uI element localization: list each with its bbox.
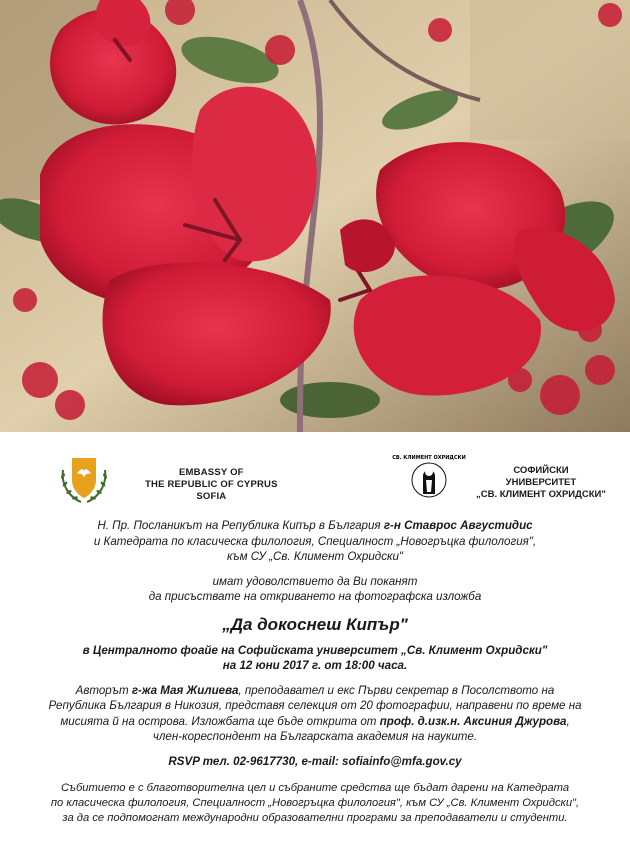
author-line-1-pre: Авторът (75, 683, 132, 697)
logos-row (0, 450, 630, 510)
university-line-1: СОФИЙСКИ (513, 465, 569, 476)
author-line-2: Република България в Никозия, представя селекция от 20 фотографии, направени по време на (48, 699, 582, 712)
invite-line-1: имат удоволствието да Ви поканят (212, 574, 418, 588)
author-line-1 (0, 683, 630, 699)
embassy-name (145, 467, 278, 503)
author-line-3-pre: мисията й на острова. Изложбата ще бъде открита от (60, 714, 380, 728)
ambassador-name: г-н Ставрос Августидис (383, 519, 533, 532)
hosts-line-1-text: Н. Пр. Посланикът на Република Кипър в България (97, 519, 384, 532)
bougainvillea-image (0, 0, 630, 432)
opener-name: проф. д.изк.н. Аксиния Джурова (379, 714, 567, 728)
charity-line-2: по класическа филология, Специалност „Новогръцка филология", към СУ „Св. Климент Охридски", (50, 797, 580, 809)
seal-text: СВ. КЛИМЕНТ ОХРИДСКИ (392, 455, 466, 461)
venue-line-2: на 12 юни 2017 г. от 18:00 часа. (222, 659, 408, 672)
rsvp-contact: RSVP тел. 02-9617730, e-mail: sofiainfo@mfa.gov.cy (168, 754, 462, 768)
university-line-3: „СВ. КЛИМЕНТ ОХРИДСКИ" (476, 489, 606, 500)
embassy-line-2: THE REPUBLIC OF CYPRUS (145, 479, 278, 490)
university-name (476, 465, 606, 501)
embassy-line-1: EMBASSY OF (179, 467, 244, 478)
header-photo (0, 0, 630, 432)
author-line-3 (0, 714, 630, 730)
university-line-2: УНИВЕРСИТЕТ (505, 477, 577, 488)
hosts-line-2: и Катедрата по класическа филология, Специалност „Новогръцка филология", (93, 534, 537, 548)
embassy-block (55, 450, 278, 508)
venue-line-1: в Централното фоайе на Софийската университет „Св. Климент Охридски" (82, 643, 548, 657)
author-line-1-post: , преподавател и екс Първи секретар в Посолството на (238, 683, 555, 697)
invitation-text (0, 518, 630, 826)
invite-line-2: да присъствате на откриването на фотографска изложба (148, 590, 482, 603)
sofia-university-seal-icon (392, 450, 466, 508)
author-name: г-жа Мая Жилиева (131, 683, 239, 697)
author-line-3-post: , (566, 714, 570, 728)
hosts-line-1 (0, 518, 630, 534)
author-line-4: член-кореспондент на Българската академия на науките. (152, 730, 478, 743)
university-block (392, 450, 606, 508)
charity-line-1: Събитието е с благотворителна цел и събраните средства ще бъдат дарени на Катедрата (60, 782, 570, 794)
embassy-line-3: SOFIA (196, 491, 227, 502)
exhibition-title: „Да докоснеш Кипър" (222, 614, 408, 634)
charity-line-3: за да се подпомогнат международни образователни програми за преподаватели и студенти. (62, 812, 568, 824)
cyprus-coat-of-arms-icon (55, 450, 113, 508)
hosts-line-3: към СУ „Св. Климент Охридски" (226, 550, 404, 563)
